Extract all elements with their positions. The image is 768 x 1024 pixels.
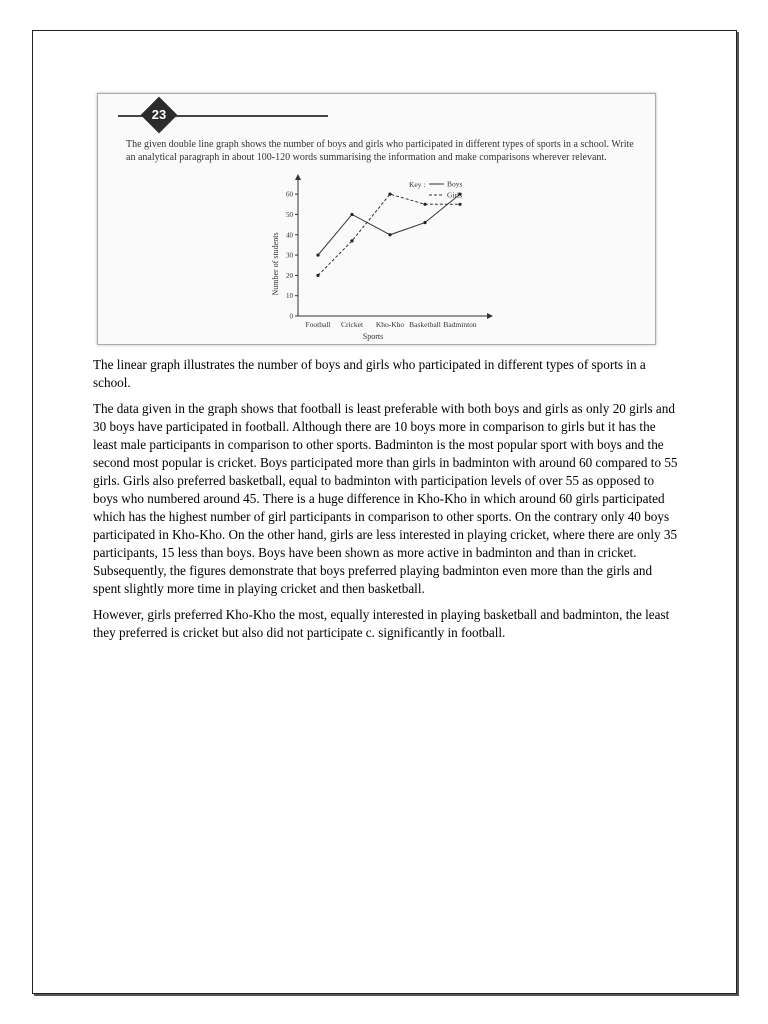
legend-label-girls: Girls [447,190,462,200]
data-point-girls [458,203,461,206]
y-axis-ticks [286,191,298,321]
series-line-boys [318,194,460,255]
data-point-girls [350,239,353,242]
paragraph-intro: The linear graph illustrates the number of boys and girls who participated in different types of sports in a school. [93,357,646,390]
y-tick-label: 10 [286,292,293,301]
data-point-girls [316,274,319,277]
data-point-girls [423,203,426,206]
question-figure [97,93,656,345]
question-number: 23 [151,107,167,122]
x-tick-label: Basketball [409,320,441,329]
chart-series [316,190,462,277]
legend-title: Key : [409,180,426,189]
x-tick-label: Kho-Kho [375,320,405,329]
question-prompt: The given double line graph shows the number of boys and girls who participated in different types of sports in a school. Write an analytical paragraph in about 100-120 words summarising the information and make comparisons wherever relevant. [126,139,634,163]
data-point-girls [388,193,391,196]
x-axis-arrow [487,313,493,319]
y-tick-label: 20 [286,271,293,280]
x-axis-label: Sports [362,332,384,341]
x-tick-label: Badminton [443,320,477,329]
data-point-boys [316,253,319,256]
data-point-boys [423,221,426,224]
x-axis-ticks [305,320,476,329]
paragraph-conclusion: However, girls preferred Kho-Kho the most, equally interested in playing basketball and badminton, the least they preferred is cricket but also did not participate c. significantly in football. [93,607,670,640]
y-tick-label: 0 [289,312,293,321]
x-tick-label: Football [305,320,331,329]
chart-legend [409,180,463,200]
y-tick-label: 60 [286,190,293,199]
y-axis-label: Number of students [271,232,280,296]
y-tick-label: 50 [286,210,293,219]
x-tick-label: Cricket [340,320,364,329]
y-axis-arrow [295,174,301,180]
paragraph-analysis: The data given in the graph shows that football is least preferable with both boys and girls as only 20 girls and 30 boys have participated in football. Although there are 10 boys more in comparison to girls but it has the least male participants in comparison to other sports. Badminton is the most popular sport with boys and the second most popular is cricket. Boys participated more than girls in badminton with around 60 compared to 55 girls. Girls also preferred basketball, equal to badminton with participation levels of over 55 as opposed to boys who numbered around 45. There is a huge difference in Kho-Kho in which around 60 girls participated which has the highest number of girl participants in comparison to other sports. On the contrary only 40 boys participated in Kho-Kho. On the other hand, girls are less interested in playing cricket, where there are only 35 participants, 15 less than boys. Boys have been shown as more active in badminton and than in cricket. Subsequently, the figures demonstrate that boys preferred playing badminton even more than the girls and spent slightly more time in playing cricket and then basketball. [93,401,678,596]
answer-text [93,356,681,650]
y-tick-label: 40 [286,231,293,240]
legend-label-boys: Boys [447,179,463,189]
double-line-graph [98,94,655,344]
y-tick-label: 30 [286,251,293,260]
data-point-boys [350,213,353,216]
data-point-boys [388,233,391,236]
